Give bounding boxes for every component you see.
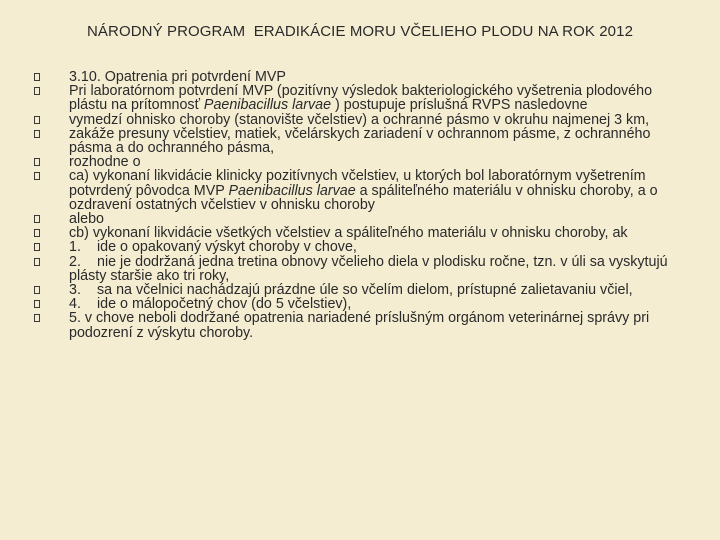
list-item	[34, 311, 684, 339]
species-name: Paenibacillus larvae	[203, 97, 332, 114]
list-item	[34, 255, 684, 283]
list-item	[34, 84, 684, 112]
square-bullet-icon	[34, 158, 40, 166]
list-item	[34, 169, 684, 212]
list-item-text: ) postupuje príslušná RVPS nasledovne	[331, 97, 588, 114]
item-number: 4.	[69, 296, 81, 313]
slide-title: NÁRODNÝ PROGRAM ERADIKÁCIE MORU VČELIEHO PLODU NA ROK 2012	[86, 23, 634, 40]
list-item	[34, 212, 684, 226]
list-item-text: ide o opakovaný výskyt choroby v chove,	[97, 239, 357, 256]
list-item-text: rozhodne o	[69, 154, 141, 171]
list-item	[34, 155, 684, 169]
body-list	[34, 70, 684, 340]
list-item-text: vymedzí ohnisko choroby (stanovište včelstiev) a ochranné pásmo v okruhu najmenej 3 km,	[69, 111, 650, 128]
square-bullet-icon	[34, 87, 40, 95]
square-bullet-icon	[34, 229, 40, 237]
list-item	[34, 113, 684, 127]
square-bullet-icon	[34, 243, 40, 251]
list-item-text: nie je dodržaná jedna tretina obnovy včelieho diela v plodisku ročne, tzn. v úli sa vyskytujú plásty staršie ako tri roky,	[69, 253, 668, 284]
list-item-text: cb) vykonaní likvidácie všetkých včelstiev a spáliteľného materiálu v ohnisku choroby, ak	[69, 225, 628, 242]
square-bullet-icon	[34, 130, 40, 138]
list-item-text: zakáže presuny včelstiev, matiek, včelárskych zariadení v ochrannom pásme, z ochranného pásma a do ochranného pásma,	[69, 125, 651, 157]
list-item-text: a spáliteľného materiálu v ohnisku choroby, a o ozdravení ostatných včelstiev v ohnisku choroby	[69, 182, 658, 213]
square-bullet-icon	[34, 116, 40, 124]
list-item-text: 5. v chove neboli dodržané opatrenia nariadené príslušným orgánom veterinárnej správy pri podozrení z výskytu choroby.	[69, 310, 650, 341]
list-item	[34, 283, 684, 297]
item-number: 2.	[69, 253, 81, 270]
list-item-text: 3.10. Opatrenia pri potvrdení MVP	[69, 69, 286, 85]
list-item-text: ide o málopočetný chov (do 5 včelstiev),	[97, 296, 352, 313]
item-number: 1.	[69, 239, 81, 256]
square-bullet-icon	[34, 286, 40, 294]
list-item-text: ca) vykonaní likvidácie klinicky pozitívnych včelstiev, u ktorých bol laboratórnym vyšetrením potvrdený pôvodca MVP	[69, 168, 646, 199]
species-name: Paenibacillus larvae	[228, 182, 356, 199]
list-item-text: sa na včelnici nachádzajú prázdne úle so včelím dielom, prístupné zalietavaniu včiel,	[97, 282, 633, 299]
square-bullet-icon	[34, 300, 40, 308]
square-bullet-icon	[34, 172, 40, 180]
item-number: 3.	[69, 282, 81, 299]
list-item	[34, 240, 684, 254]
list-item-text: Pri laboratórnom potvrdení MVP (pozitívny výsledok bakteriologického vyšetrenia plodového plástu na prítomnosť	[69, 83, 653, 114]
list-item	[34, 127, 684, 155]
square-bullet-icon	[34, 73, 40, 81]
list-item-text: alebo	[69, 211, 104, 228]
square-bullet-icon	[34, 314, 40, 322]
list-item	[34, 297, 684, 311]
square-bullet-icon	[34, 215, 40, 223]
list-item	[34, 226, 684, 240]
list-item	[34, 70, 684, 84]
square-bullet-icon	[34, 258, 40, 266]
